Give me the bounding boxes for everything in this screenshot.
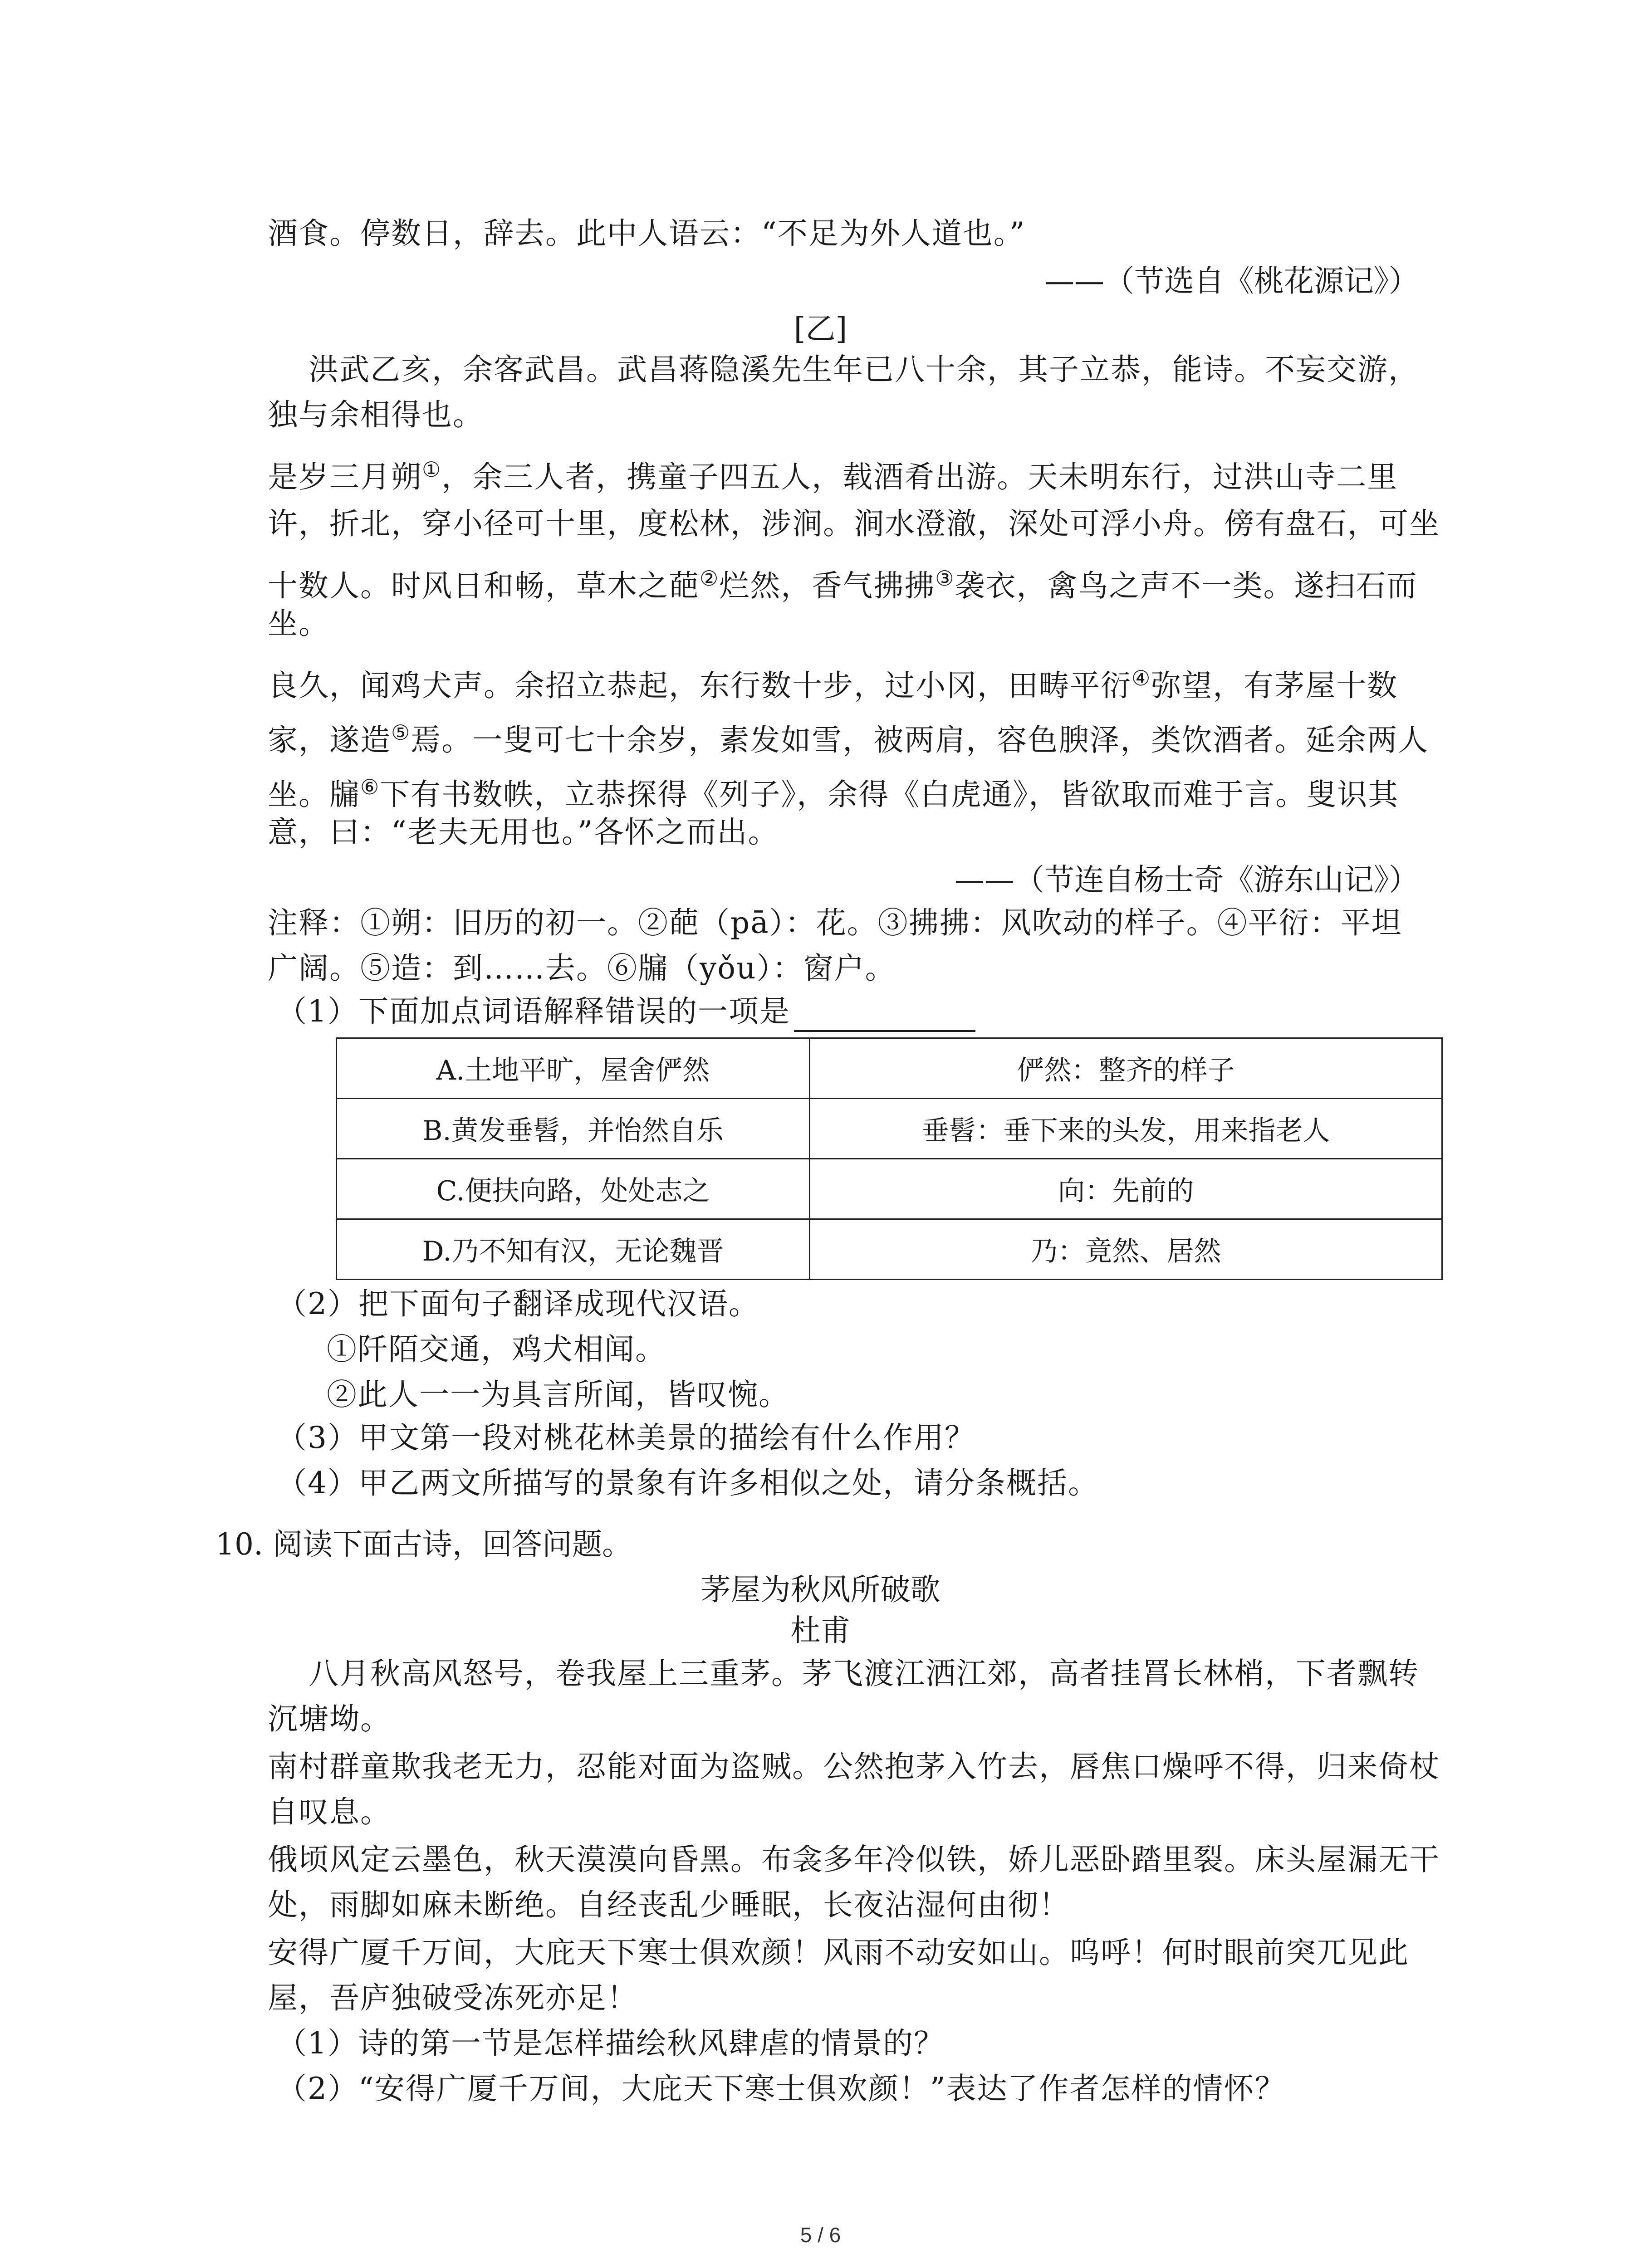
option-a: A.土地平旷，屋舍俨然: [337, 1038, 810, 1099]
yi-label: [乙]: [794, 311, 847, 346]
q9-2-sentence1: ①阡陌交通，鸡犬相闻。: [327, 1332, 666, 1367]
jia-tail-line: 酒食。停数日，辞去。此中人语云：“不足为外人道也。”: [268, 216, 1026, 251]
note-mark: ⑥: [360, 775, 380, 799]
yi-p1-line2: 独与余相得也。: [268, 397, 484, 432]
yi-p2-line1: 是岁三月朔①，余三人者，携童子四五人，载酒肴出游。天未明东行，过洪山寺二里: [268, 457, 1398, 494]
option-b-explanation: 垂髫：垂下来的头发，用来指老人: [810, 1099, 1442, 1159]
q9-2-sentence2: ②此人一一为具言所闻，皆叹惋。: [327, 1377, 789, 1412]
jia-source: ——（节选自《桃花源记》）: [1044, 264, 1419, 298]
yi-p3-line4: 意，曰：“老夫无用也。”各怀之而出。: [268, 815, 779, 850]
yi-p2-line4: 坐。: [268, 606, 329, 641]
q9-1: （1）下面加点词语解释错误的一项是: [277, 991, 1456, 1032]
option-c: C.便扶向路，处处志之: [337, 1159, 810, 1219]
yi-source: ——（节连自杨士奇《游东山记》）: [955, 862, 1419, 897]
poem-s1-line2: 沉塘坳。: [268, 1701, 391, 1736]
table-row: [337, 1038, 1442, 1099]
yi-p3-line3: 坐。牖⑥下有书数帙，立恭探得《列子》，余得《白虎通》，皆欲取而难于言。叟识其: [268, 775, 1399, 812]
poem-s1-line1: 八月秋高风怒号，卷我屋上三重茅。茅飞渡江洒江郊，高者挂罥长林梢，下者飘转: [309, 1656, 1419, 1691]
notes-line1: 注释：①朔：旧历的初一。②葩（pā）：花。③拂拂：风吹动的样子。④平衍：平坦: [268, 905, 1402, 940]
q9-2: （2）把下面句子翻译成现代汉语。: [277, 1286, 759, 1321]
option-d: D.乃不知有汉，无论魏晋: [337, 1219, 810, 1280]
q10-2: （2）“安得广厦千万间，大庇天下寒士俱欢颜！”表达了作者怎样的情怀？: [277, 2071, 1286, 2106]
option-c-explanation: 向：先前的: [810, 1159, 1442, 1219]
note-mark: ④: [1132, 666, 1151, 690]
poem-author: 杜甫: [790, 1613, 851, 1648]
poem-s4-line2: 屋，吾庐独破受冻死亦足！: [268, 1980, 638, 2015]
yi-p2-line2: 许，折北，穿小径可十里，度松林，涉涧。涧水澄澈，深处可浮小舟。傍有盘石，可坐: [268, 506, 1440, 541]
options-table: [336, 1037, 1443, 1280]
note-mark: ③: [935, 566, 955, 591]
yi-p2-line3: 十数人。时风日和畅，草木之葩②烂然，香气拂拂③袭衣，禽鸟之声不一类。遂扫石而: [268, 566, 1418, 603]
poem-s3-line2: 处，雨脚如麻未断绝。自经丧乱少睡眠，长夜沾湿何由彻！: [268, 1887, 1070, 1922]
option-d-explanation: 乃：竟然、居然: [810, 1219, 1442, 1280]
poem-s2-line2: 自叹息。: [268, 1794, 391, 1829]
yi-p1-line1: 洪武乙亥，余客武昌。武昌蒋隐溪先生年已八十余，其子立恭，能诗。不妄交游，: [309, 352, 1419, 387]
q9-4: （4）甲乙两文所描写的景象有许多相似之处，请分条概括。: [277, 1466, 1099, 1501]
table-row: [337, 1099, 1442, 1159]
note-mark: ②: [700, 566, 720, 591]
poem-s4-line1: 安得广厦千万间，大庇天下寒士俱欢颜！风雨不动安如山。呜呼！何时眼前突兀见此: [268, 1935, 1409, 1970]
poem-s2-line1: 南村群童欺我老无力，忍能对面为盗贼。公然抱茅入竹去，唇焦口燥呼不得，归来倚杖: [268, 1749, 1440, 1784]
notes-line2: 广阔。⑤造：到……去。⑥牖（yǒu）：窗户。: [268, 951, 896, 986]
poem-title: 茅屋为秋风所破歌: [700, 1572, 941, 1607]
yi-p3-line2: 家，遂造⑤焉。一叟可七十余岁，素发如雪，被两肩，容色腴泽，类饮酒者。延余两人: [268, 720, 1429, 758]
note-mark: ⑤: [391, 720, 411, 745]
q9-3: （3）甲文第一段对桃花林美景的描绘有什么作用？: [277, 1420, 975, 1455]
q10-1: （1）诗的第一节是怎样描绘秋风肆虐的情景的？: [277, 2026, 945, 2061]
option-b: B.黄发垂髫，并怡然自乐: [337, 1099, 810, 1159]
poem-s3-line1: 俄顷风定云墨色，秋天漠漠向昏黑。布衾多年冷似铁，娇儿恶卧踏里裂。床头屋漏无干: [268, 1842, 1440, 1877]
option-a-explanation: 俨然：整齐的样子: [810, 1038, 1442, 1099]
yi-p3-line1: 良久，闻鸡犬声。余招立恭起，东行数十步，过小冈，田畴平衍④弥望，有茅屋十数: [268, 666, 1398, 703]
table-row: [337, 1219, 1442, 1280]
answer-blank[interactable]: [794, 1003, 975, 1032]
table-row: [337, 1159, 1442, 1219]
note-mark: ①: [422, 457, 442, 482]
q10-stem: 10. 阅读下面古诗，回答问题。: [216, 1527, 632, 1562]
page-number: 5 / 6: [800, 2223, 841, 2247]
